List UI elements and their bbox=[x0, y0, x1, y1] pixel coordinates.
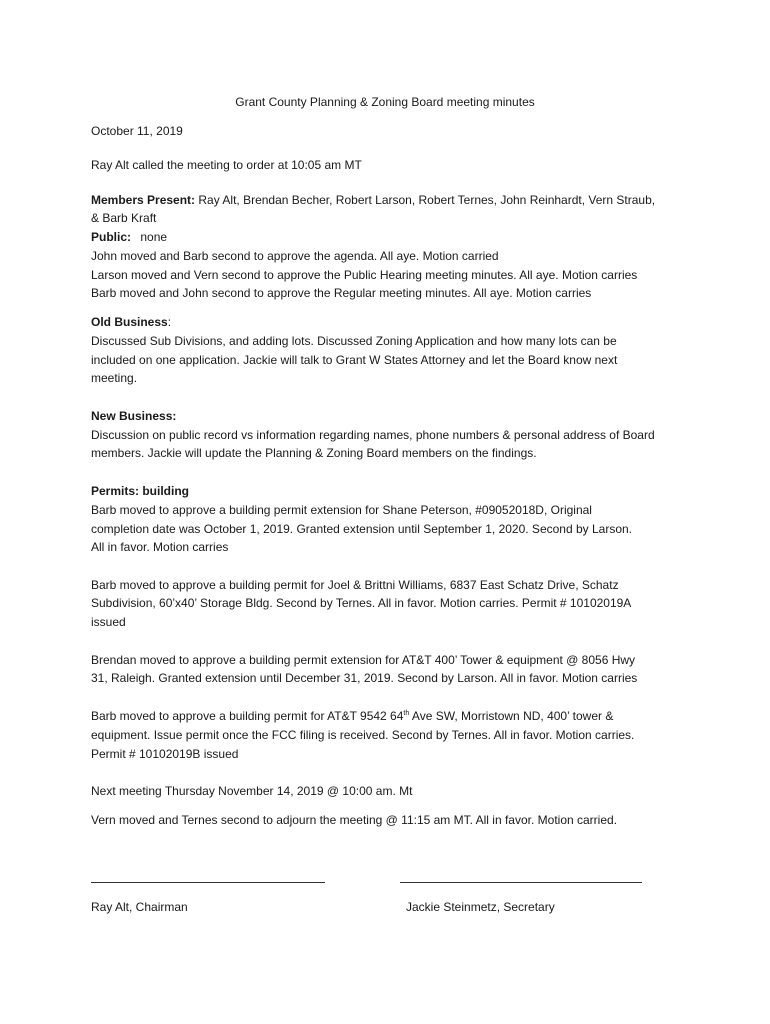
new-business-heading: New Business: bbox=[91, 409, 177, 423]
permit-paragraph-williams: issued bbox=[91, 615, 126, 629]
motion-public-hearing-minutes: Larson moved and Vern second to approve the Public Hearing meeting minutes. All aye. Motion carries bbox=[91, 268, 638, 282]
old-business-text: Discussed Sub Divisions, and adding lots. Discussed Zoning Application and how many lots can be bbox=[91, 334, 617, 348]
permit-paragraph-peterson: completion date was October 1, 2019. Granted extension until September 1, 2020. Second by Larson. bbox=[91, 522, 633, 536]
document-title: Grant County Planning & Zoning Board meeting minutes bbox=[235, 95, 535, 109]
permit-paragraph-peterson: Barb moved to approve a building permit extension for Shane Peterson, #09052018D, Original bbox=[91, 503, 592, 517]
permit-att-morristown-text-a: Barb moved to approve a building permit for AT&T 9542 64 bbox=[91, 709, 404, 723]
members-present-names: Ray Alt, Brendan Becher, Robert Larson, Robert Ternes, John Reinhardt, Vern Straub, bbox=[198, 193, 656, 207]
permit-paragraph-williams: Barb moved to approve a building permit for Joel & Brittni Williams, 6837 East Schatz Drive, Schatz bbox=[91, 578, 619, 592]
permit-paragraph-att-raleigh: Brendan moved to approve a building permit extension for AT&T 400’ Tower & equipment @ 8056 Hwy bbox=[91, 653, 636, 667]
public-label: Public: bbox=[91, 230, 132, 244]
permit-paragraph-peterson: All in favor. Motion carries bbox=[91, 540, 229, 554]
public-value: none bbox=[140, 230, 168, 244]
permits-heading: Permits: building bbox=[91, 484, 190, 498]
members-present-line bbox=[91, 191, 655, 210]
permit-paragraph-att-morristown: Permit # 10102019B issued bbox=[91, 747, 239, 761]
chairman-signature-line bbox=[91, 882, 325, 883]
permit-att-morristown-text-b: Ave SW, Morristown ND, 400’ tower & bbox=[409, 709, 614, 723]
permit-paragraph-att-morristown bbox=[91, 707, 613, 726]
old-business-heading: Old Business bbox=[91, 315, 168, 329]
adjourn-motion: Vern moved and Ternes second to adjourn the meeting @ 11:15 am MT. All in favor. Motion carried. bbox=[91, 813, 618, 827]
public-line bbox=[91, 228, 167, 247]
permit-paragraph-williams: Subdivision, 60’x40’ Storage Bldg. Second by Ternes. All in favor. Motion carries. Permit # 10102019A bbox=[91, 596, 632, 610]
call-to-order: Ray Alt called the meeting to order at 10:05 am MT bbox=[91, 158, 362, 172]
old-business-colon: : bbox=[167, 315, 172, 329]
members-present-names-cont: & Barb Kraft bbox=[91, 211, 157, 225]
meeting-date: October 11, 2019 bbox=[91, 124, 183, 138]
old-business-text: included on one application. Jackie will talk to Grant W States Attorney and let the Board know next bbox=[91, 353, 618, 367]
new-business-text: Discussion on public record vs information regarding names, phone numbers & personal address of Board bbox=[91, 428, 655, 442]
next-meeting: Next meeting Thursday November 14, 2019 @ 10:00 am. Mt bbox=[91, 784, 413, 798]
chairman-name: Ray Alt, Chairman bbox=[91, 900, 188, 914]
motion-regular-minutes: Barb moved and John second to approve the Regular meeting minutes. All aye. Motion carries bbox=[91, 286, 592, 300]
new-business-text: members. Jackie will update the Planning & Zoning Board members on the findings. bbox=[91, 446, 537, 460]
old-business-heading-line bbox=[91, 313, 171, 332]
members-present-label: Members Present: bbox=[91, 193, 196, 207]
motion-agenda: John moved and Barb second to approve the agenda. All aye. Motion carried bbox=[91, 249, 499, 263]
secretary-signature-line bbox=[400, 882, 642, 883]
permit-paragraph-att-morristown: equipment. Issue permit once the FCC filing is received. Second by Ternes. All in favor. Motion carries. bbox=[91, 728, 635, 742]
ordinal-suffix: th bbox=[403, 710, 410, 717]
old-business-text: meeting. bbox=[91, 371, 138, 385]
secretary-name: Jackie Steinmetz, Secretary bbox=[406, 900, 555, 914]
permit-paragraph-att-raleigh: 31, Raleigh. Granted extension until December 31, 2019. Second by Larson. All in favor. Motion carries bbox=[91, 671, 638, 685]
